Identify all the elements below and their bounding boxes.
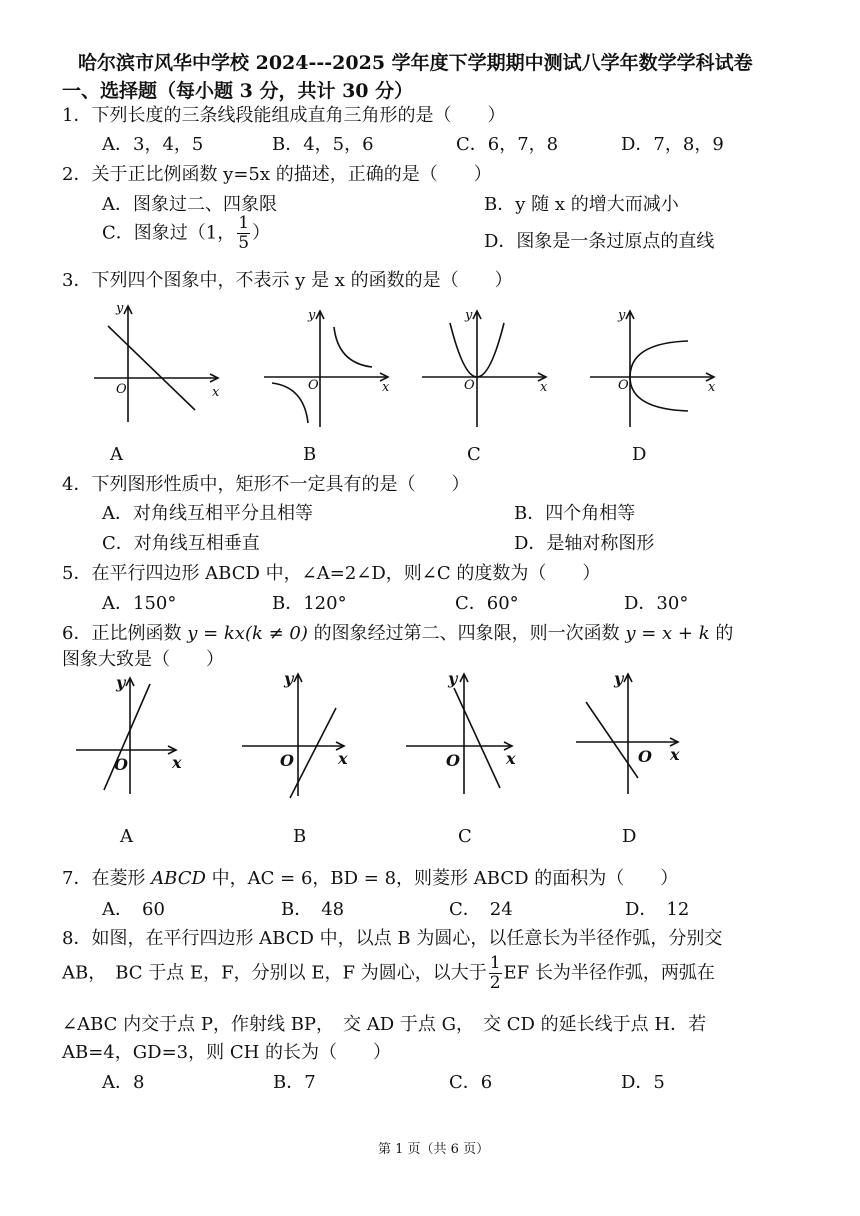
q7-option-c: C． 24 xyxy=(449,899,513,920)
page-title: 哈尔滨市风华中学校 2024---2025 学年度下学期期中测试八学年数学学科试卷 xyxy=(78,52,753,74)
y-label: y xyxy=(448,669,458,688)
q3-label-b: B xyxy=(303,444,317,465)
origin-label: O xyxy=(446,751,460,770)
question-3-stem: 3．下列四个图象中，不表示 y 是 x 的函数的是（ ） xyxy=(62,270,513,291)
q6-graph-a xyxy=(72,672,202,807)
x-label: x xyxy=(382,380,390,395)
section-heading: 一、选择题（每小题 3 分，共计 30 分） xyxy=(62,80,414,102)
q8-line2-text-b: EF 长为半径作弧，两弧在 xyxy=(503,962,715,984)
q3-graph-d xyxy=(588,305,723,435)
q4-option-b: B．四个角相等 xyxy=(514,503,636,524)
q6-math-1: y = kx(k ≠ 0) xyxy=(187,623,308,644)
q6-label-a: A xyxy=(120,826,133,847)
q3-label-c: C xyxy=(467,444,481,465)
question-5-stem: 5．在平行四边形 ABCD 中，∠A=2∠D，则∠C 的度数为（ ） xyxy=(62,563,601,584)
y-label: y xyxy=(465,308,473,323)
origin-label: O xyxy=(464,378,475,393)
q8-option-a: A．8 xyxy=(102,1072,145,1093)
q6-graph-b xyxy=(240,668,370,808)
q1-option-d: D．7，8，9 xyxy=(621,134,724,155)
y-label: y xyxy=(116,301,124,316)
origin-label: O xyxy=(114,755,128,774)
q2-option-c-suffix: ） xyxy=(252,222,271,244)
y-label: y xyxy=(116,673,126,692)
function-line xyxy=(290,708,336,798)
y-label: y xyxy=(618,308,626,323)
q3-graph-b xyxy=(262,305,397,435)
x-label: x xyxy=(338,749,348,768)
q1-option-a: A．3，4，5 xyxy=(102,134,204,155)
question-1-stem: 1．下列长度的三条线段能组成直角三角形的是（ ） xyxy=(62,105,506,126)
question-8-line1: 8．如图，在平行四边形 ABCD 中，以点 B 为圆心，以任意长为半径作弧，分别交 xyxy=(62,928,723,949)
x-label: x xyxy=(540,380,548,395)
q7-option-a: A． 60 xyxy=(102,899,165,920)
fraction-numerator: 1 xyxy=(238,213,250,233)
x-label: x xyxy=(172,753,182,772)
q3-label-d: D xyxy=(632,444,647,465)
q8-option-d: D．5 xyxy=(621,1072,665,1093)
fraction-one-half xyxy=(489,955,502,992)
y-label: y xyxy=(614,669,624,688)
q8-option-c: C．6 xyxy=(449,1072,493,1093)
q4-option-c: C．对角线互相垂直 xyxy=(102,533,260,554)
y-label: y xyxy=(308,308,316,323)
origin-label: O xyxy=(618,378,629,393)
q4-option-d: D．是轴对称图形 xyxy=(514,533,655,554)
q3-graph-c xyxy=(420,305,555,435)
question-2-stem: 2．关于正比例函数 y=5x 的描述，正确的是（ ） xyxy=(62,164,492,185)
function-line xyxy=(586,702,638,778)
q6-math-2: y = x + k xyxy=(625,623,710,644)
x-label: x xyxy=(670,745,680,764)
q1-option-b: B．4，5，6 xyxy=(272,134,374,155)
q2-option-d: D．图象是一条过原点的直线 xyxy=(484,231,715,252)
q7-option-b: B． 48 xyxy=(281,899,345,920)
function-line xyxy=(108,326,195,410)
q4-option-a: A．对角线互相平分且相等 xyxy=(102,503,313,524)
q5-option-a: A．150° xyxy=(102,593,177,614)
q5-option-d: D．30° xyxy=(624,593,689,614)
q2-option-a: A．图象过二、四象限 xyxy=(102,194,277,215)
hyperbola-branch-1 xyxy=(334,327,372,367)
fraction-numerator: 1 xyxy=(489,953,501,973)
fraction-denominator: 2 xyxy=(489,973,501,993)
origin-label: O xyxy=(308,378,319,393)
origin-label: O xyxy=(638,747,652,766)
q5-option-b: B．120° xyxy=(272,593,347,614)
question-4-stem: 4．下列图形性质中，矩形不一定具有的是（ ） xyxy=(62,474,470,495)
q2-option-b: B．y 随 x 的增大而减小 xyxy=(484,194,679,215)
question-6-stem-line1 xyxy=(62,619,733,645)
origin-label: O xyxy=(280,751,294,770)
q6-text-1: 6．正比例函数 xyxy=(62,623,188,644)
x-label: x xyxy=(506,749,516,768)
q3-label-a: A xyxy=(110,444,123,465)
q6-label-c: C xyxy=(458,826,472,847)
x-label: x xyxy=(212,385,220,400)
q2-option-c xyxy=(102,215,270,252)
q6-label-d: D xyxy=(622,826,637,847)
function-line xyxy=(454,688,500,788)
origin-label: O xyxy=(116,382,127,397)
q5-option-c: C．60° xyxy=(455,593,519,614)
q8-option-b: B．7 xyxy=(273,1072,316,1093)
question-8-line2 xyxy=(62,955,715,992)
question-6-stem-line2: 图象大致是（ ） xyxy=(62,649,224,670)
function-line xyxy=(104,684,150,790)
q6-label-b: B xyxy=(293,826,307,847)
q2-option-c-text: C．图象过（1， xyxy=(102,222,236,244)
question-7-stem xyxy=(62,864,678,890)
fraction-one-fifth xyxy=(237,215,250,252)
q7-text-2: 中，AC = 6，BD = 8，则菱形 ABCD 的面积为（ ） xyxy=(205,868,679,889)
fraction-denominator: 5 xyxy=(238,233,250,253)
page-footer: 第 1 页（共 6 页） xyxy=(378,1142,490,1157)
sideways-parabola xyxy=(630,341,688,411)
q6-text-2: 的图象经过第二、四象限，则一次函数 xyxy=(307,623,626,644)
q6-graph-c xyxy=(404,668,534,808)
question-8-line4: AB=4，GD=3，则 CH 的长为（ ） xyxy=(62,1042,392,1063)
hyperbola-branch-2 xyxy=(272,383,308,423)
q7-text-1: 7．在菱形 xyxy=(62,868,152,889)
q8-line2-text-a: AB， BC 于点 E，F，分别以 E，F 为圆心，以大于 xyxy=(62,962,487,984)
q7-option-d: D． 12 xyxy=(625,899,690,920)
q6-graph-d xyxy=(574,668,704,808)
question-8-line3: ∠ABC 内交于点 P，作射线 BP， 交 AD 于点 G， 交 CD 的延长线于点 H．若 xyxy=(62,1014,707,1035)
y-label: y xyxy=(284,669,294,688)
q6-text-3: 的 xyxy=(709,623,734,644)
q1-option-c: C．6，7，8 xyxy=(456,134,559,155)
x-label: x xyxy=(708,380,716,395)
q7-math: ABCD xyxy=(151,868,206,889)
q3-graph-a xyxy=(90,300,225,430)
